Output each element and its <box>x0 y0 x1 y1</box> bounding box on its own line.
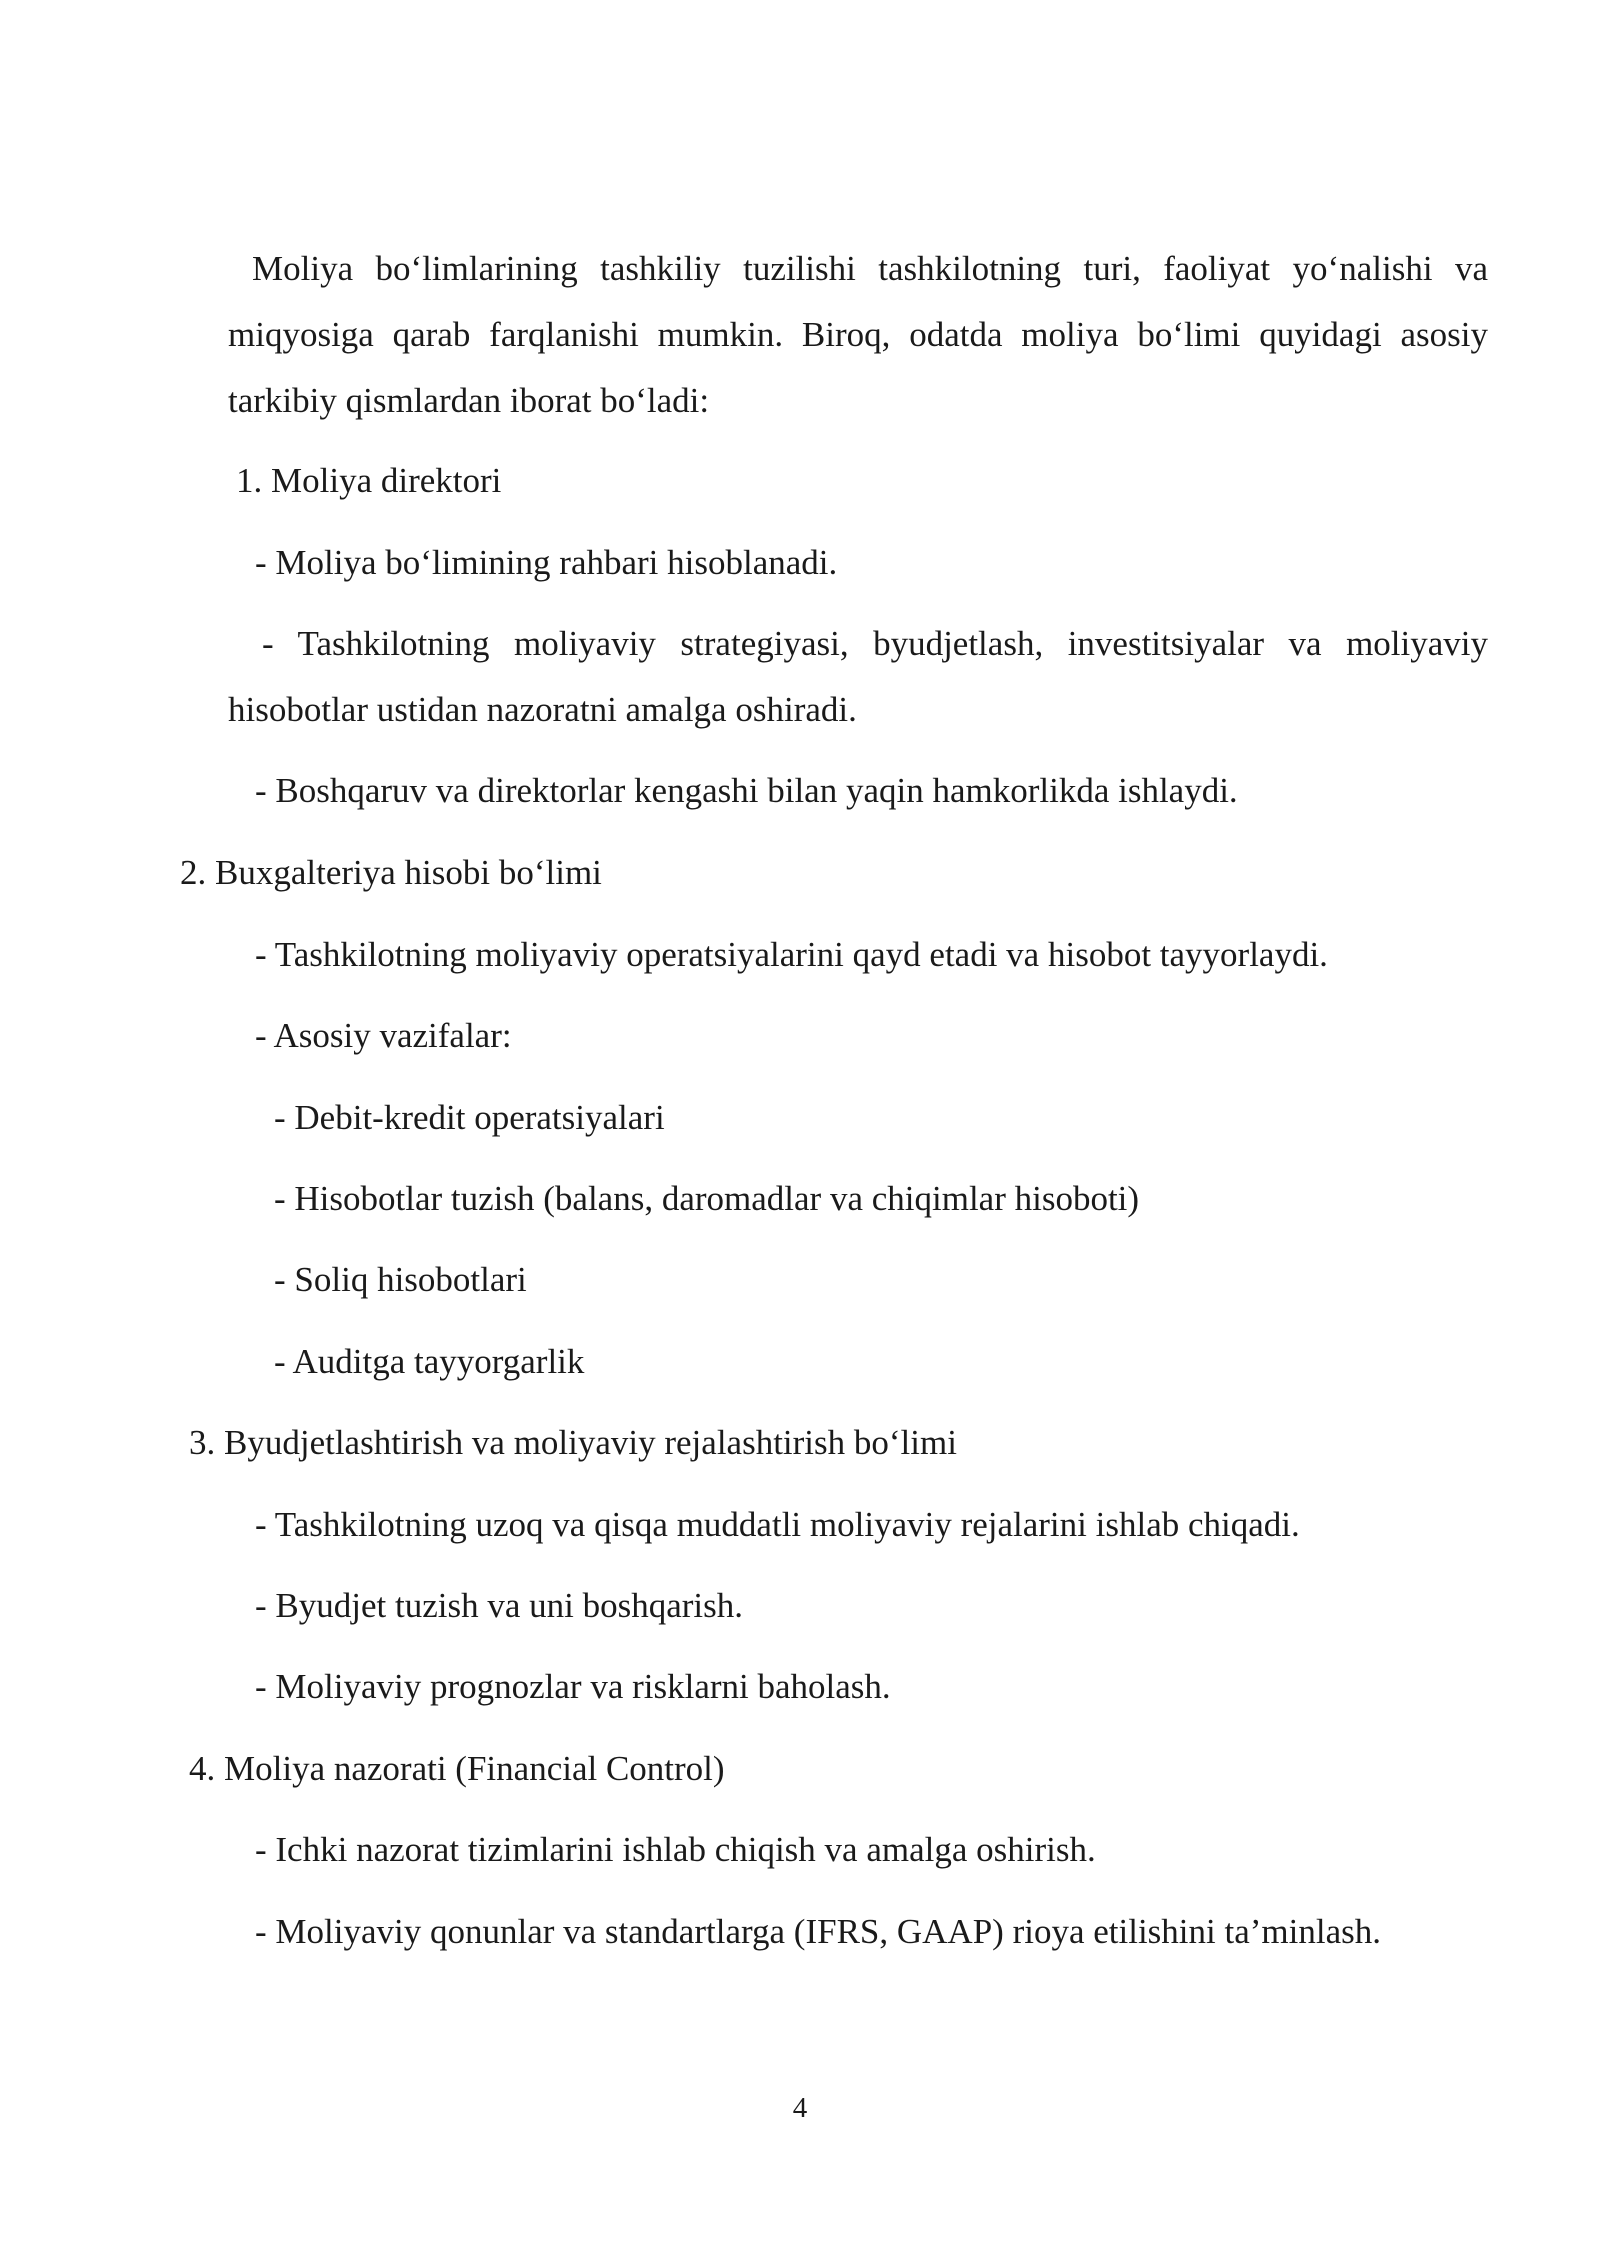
list-item: - Moliyaviy prognozlar va risklarni baholash. <box>255 1667 891 1706</box>
section-heading-4: 4. Moliya nazorati (Financial Control) <box>189 1749 725 1788</box>
sub-list-item: - Soliq hisobotlari <box>274 1260 527 1299</box>
intro-line-3: tarkibiy qismlardan iborat bo‘ladi: <box>228 381 710 420</box>
intro-line-2: miqyosiga qarab farqlanishi mumkin. Biroq, odatda moliya bo‘limi quyidagi asosiy <box>228 315 1488 354</box>
section-heading-2: 2. Buxgalteriya hisobi bo‘limi <box>180 853 602 892</box>
list-item: - Moliya bo‘limining rahbari hisoblanadi. <box>255 543 838 582</box>
list-item: - Ichki nazorat tizimlarini ishlab chiqish va amalga oshirish. <box>255 1830 1096 1869</box>
list-item: - Tashkilotning uzoq va qisqa muddatli moliyaviy rejalarini ishlab chiqadi. <box>255 1505 1300 1544</box>
list-item: - Boshqaruv va direktorlar kengashi bilan yaqin hamkorlikda ishlaydi. <box>255 771 1238 810</box>
section-heading-1: 1. Moliya direktori <box>236 461 502 500</box>
intro-line-1: Moliya bo‘limlarining tashkiliy tuzilishi tashkilotning turi, faoliyat yo‘nalishi va <box>252 249 1488 288</box>
list-item-continuation: hisobotlar ustidan nazoratni amalga oshiradi. <box>228 690 857 729</box>
page-number: 4 <box>792 2092 808 2124</box>
list-item: - Moliyaviy qonunlar va standartlarga (IFRS, GAAP) rioya etilishini ta’minlash. <box>255 1912 1381 1951</box>
section-heading-3: 3. Byudjetlashtirish va moliyaviy rejalashtirish bo‘limi <box>189 1423 957 1462</box>
sub-list-item: - Debit-kredit operatsiyalari <box>274 1098 665 1137</box>
list-item: - Tashkilotning moliyaviy operatsiyalarini qayd etadi va hisobot tayyorlaydi. <box>255 935 1328 974</box>
sub-list-item: - Auditga tayyorgarlik <box>274 1342 585 1381</box>
list-item: - Byudjet tuzish va uni boshqarish. <box>255 1586 744 1625</box>
list-item: - Asosiy vazifalar: <box>255 1016 512 1055</box>
list-item: - Tashkilotning moliyaviy strategiyasi, byudjetlash, investitsiyalar va moliyaviy <box>262 624 1488 663</box>
sub-list-item: - Hisobotlar tuzish (balans, daromadlar va chiqimlar hisoboti) <box>274 1179 1140 1218</box>
